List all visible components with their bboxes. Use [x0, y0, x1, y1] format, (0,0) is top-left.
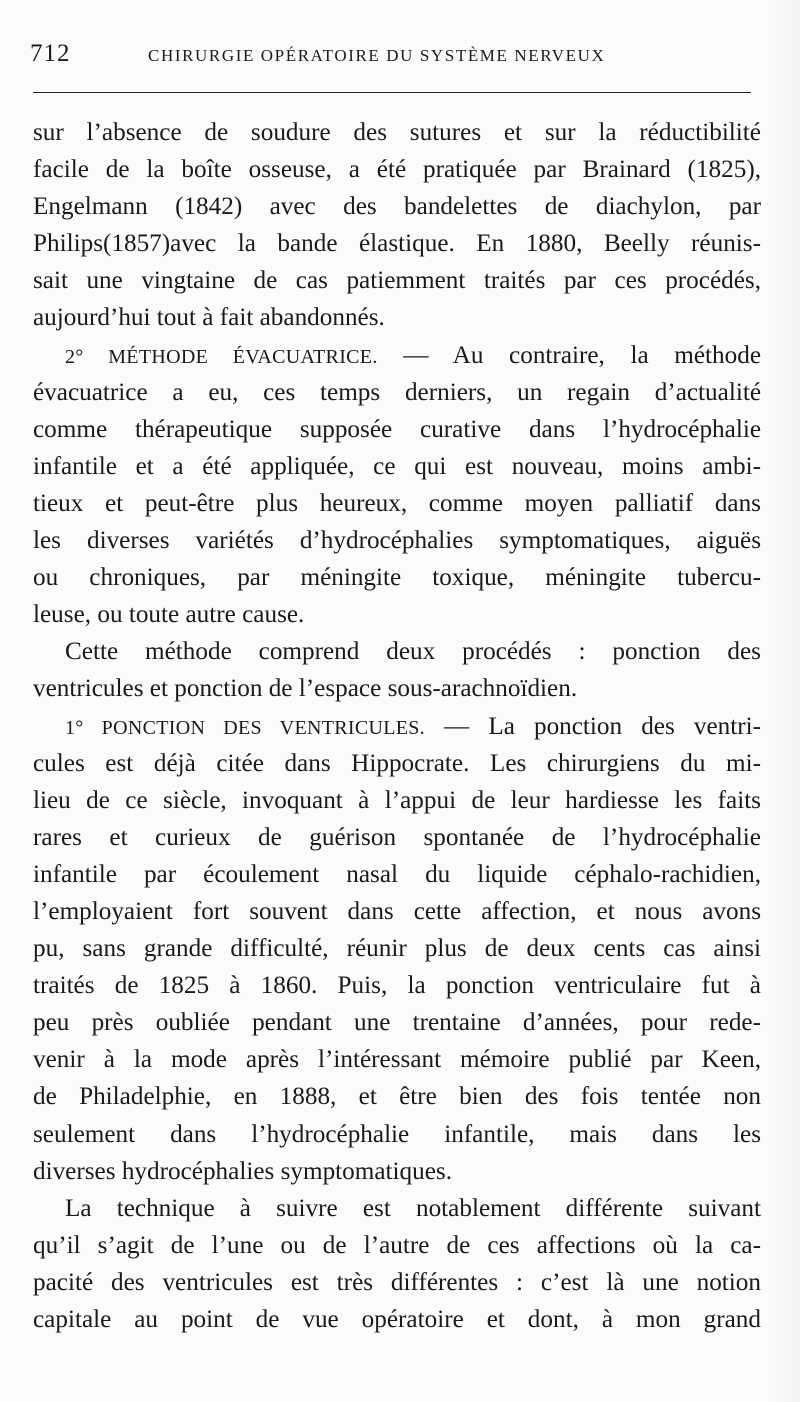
text-line: La technique à suivre est notablement différente suivant: [65, 1194, 761, 1222]
text-line: de Philadelphie, en 1888, et être bien des fois tentée non: [33, 1083, 761, 1111]
text-line: évacuatrice a eu, ces temps derniers, un regain d’actualité: [33, 378, 761, 406]
text-line: sur l’absence de soudure des sutures et sur la réductibilité: [33, 119, 761, 146]
text-line: ventricules et ponction de l’espace sous-arachnoïdien.: [33, 675, 578, 703]
header-rule: [33, 92, 751, 93]
text-line: Engelmann (1842) avec des bandelettes de diachylon, par: [33, 193, 761, 221]
text-line: rares et curieux de guérison spontanée de l’hydrocéphalie: [33, 823, 761, 851]
text-line: leuse, ou toute autre cause.: [33, 601, 305, 629]
paragraph: [33, 708, 761, 1190]
text-line: sait une vingtaine de cas patiemment traités par ces procédés,: [33, 267, 761, 295]
text-run: — Au contraire, la méthode: [377, 341, 761, 369]
text-line: venir à la mode après l’intéressant mémoire publié par Keen,: [33, 1046, 761, 1074]
text-line: diverses hydrocéphalies symptomatiques.: [33, 1157, 453, 1185]
text-line: comme thérapeutique supposée curative dans l’hydrocéphalie: [33, 415, 761, 443]
text-line: traités de 1825 à 1860. Puis, la ponction ventriculaire fut à: [33, 972, 761, 1000]
paragraph: [33, 1190, 761, 1338]
section-heading: 1° PONCTION DES VENTRICULES.: [65, 716, 425, 739]
text-line: Cette méthode comprend deux procédés : ponction des: [65, 638, 761, 666]
text-line: peu près oubliée pendant une trentaine d’années, pour rede-: [33, 1009, 761, 1037]
text-line: Philips(1857)avec la bande élastique. En 1880, Beelly réunis-: [33, 230, 761, 258]
text-line: l’employaient fort souvent dans cette affection, et nous avons: [33, 897, 761, 925]
page-number: 712: [30, 40, 71, 67]
section-heading: 2° MÉTHODE ÉVACUATRICE.: [65, 345, 378, 368]
text-line: [33, 337, 761, 374]
text-line: capitale au point de vue opératoire et dont, à mon grand: [33, 1306, 761, 1333]
text-line: aujourd’hui tout à fait abandonnés.: [33, 304, 385, 332]
running-head: [30, 40, 760, 80]
running-title: CHIRURGIE OPÉRATOIRE DU SYSTÈME NERVEUX: [148, 46, 606, 65]
text-line: seulement dans l’hydrocéphalie infantile, mais dans les: [33, 1120, 761, 1148]
paragraph: [33, 337, 761, 634]
text-line: tieux et peut-être plus heureux, comme moyen palliatif dans: [33, 489, 761, 517]
body-text: [33, 114, 761, 1338]
text-line: ou chroniques, par méningite toxique, méningite tubercu-: [33, 564, 761, 592]
text-line: [33, 708, 761, 745]
text-line: facile de la boîte osseuse, a été pratiquée par Brainard (1825),: [33, 156, 761, 184]
text-line: qu’il s’agit de l’une ou de l’autre de ces affections où la ca-: [33, 1231, 761, 1259]
paragraph: [33, 114, 761, 337]
text-run: — La ponction des ventri-: [424, 712, 761, 740]
text-line: lieu de ce siècle, invoquant à l’appui de leur hardiesse les faits: [33, 786, 761, 814]
text-line: cules est déjà citée dans Hippocrate. Les chirurgiens du mi-: [33, 749, 761, 777]
text-line: infantile par écoulement nasal du liquide céphalo-rachidien,: [33, 860, 761, 888]
text-line: pacité des ventricules est très différentes : c’est là une notion: [33, 1268, 761, 1296]
text-line: les diverses variétés d’hydrocéphalies symptomatiques, aiguës: [33, 527, 761, 555]
paragraph: [33, 633, 761, 707]
text-line: pu, sans grande difficulté, réunir plus de deux cents cas ainsi: [33, 935, 761, 963]
text-line: infantile et a été appliquée, ce qui est nouveau, moins ambi-: [33, 452, 761, 480]
page-edge-shading: [770, 0, 800, 1402]
